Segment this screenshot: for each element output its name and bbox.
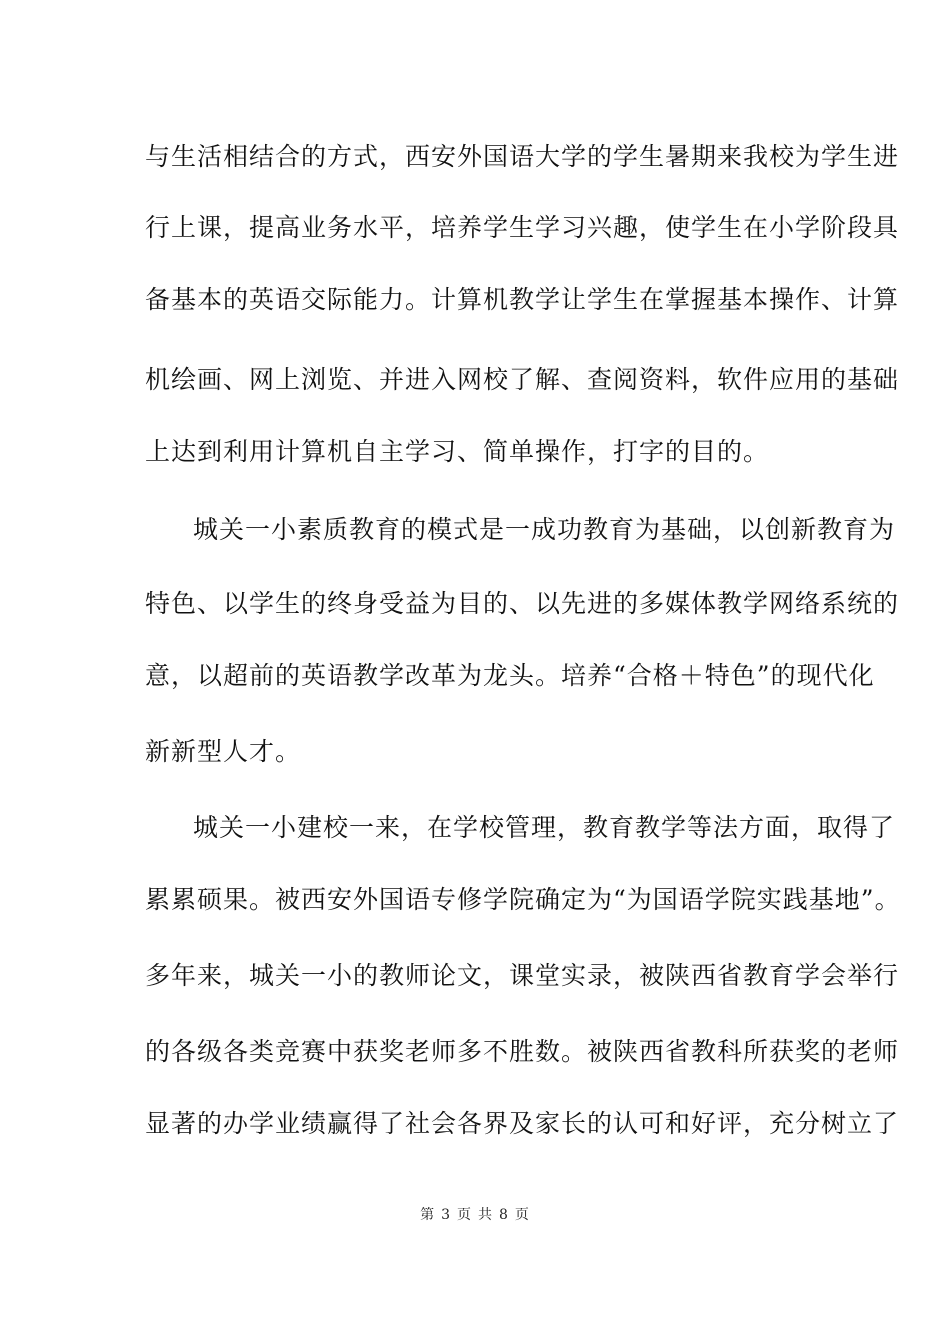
page-footer [0,1206,950,1224]
text-line-9: 新新型人才。 [145,737,302,766]
text-line-5: 上达到利用计算机自主学习、简单操作，打字的目的。 [145,437,770,466]
text-line-12: 多年来，城关一小的教师论文，课堂实录，被陕西省教育学会举行 [145,961,900,990]
footer-current-page: 3 [441,1207,451,1223]
text-line-3: 备基本的英语交际能力。计算机教学让学生在掌握基本操作、计算 [145,285,900,314]
text-line-13: 的各级各类竞赛中获奖老师多不胜数。被陕西省教科所获奖的老师 [145,1037,900,1066]
footer-total-pages: 8 [499,1207,509,1223]
text-line-1: 与生活相结合的方式，西安外国语大学的学生暑期来我校为学生进 [145,142,900,171]
footer-page-unit: 页 [457,1207,472,1223]
text-line-4: 机绘画、网上浏览、并进入网校了解、查阅资料，软件应用的基础 [145,365,900,394]
footer-total-unit: 页 [514,1207,530,1223]
text-line-6: 城关一小素质教育的模式是一成功教育为基础，以创新教育为 [193,515,896,544]
text-line-11: 累累硕果。被西安外国语专修学院确定为“为国语学院实践基地”。 [145,885,901,914]
text-line-10: 城关一小建校一来，在学校管理，教育教学等法方面，取得了 [193,813,896,842]
text-line-2: 行上课，提高业务水平，培养学生学习兴趣，使学生在小学阶段具 [145,213,900,242]
footer-page-prefix: 第 [420,1207,436,1223]
text-line-8: 意，以超前的英语教学改革为龙头。培养“合格＋特色”的现代化 [145,661,875,690]
footer-total-prefix: 共 [478,1207,493,1223]
text-line-14: 显著的办学业绩赢得了社会各界及家长的认可和好评，充分树立了 [145,1109,900,1138]
text-line-7: 特色、以学生的终身受益为目的、以先进的多媒体教学网络系统的 [145,589,900,618]
